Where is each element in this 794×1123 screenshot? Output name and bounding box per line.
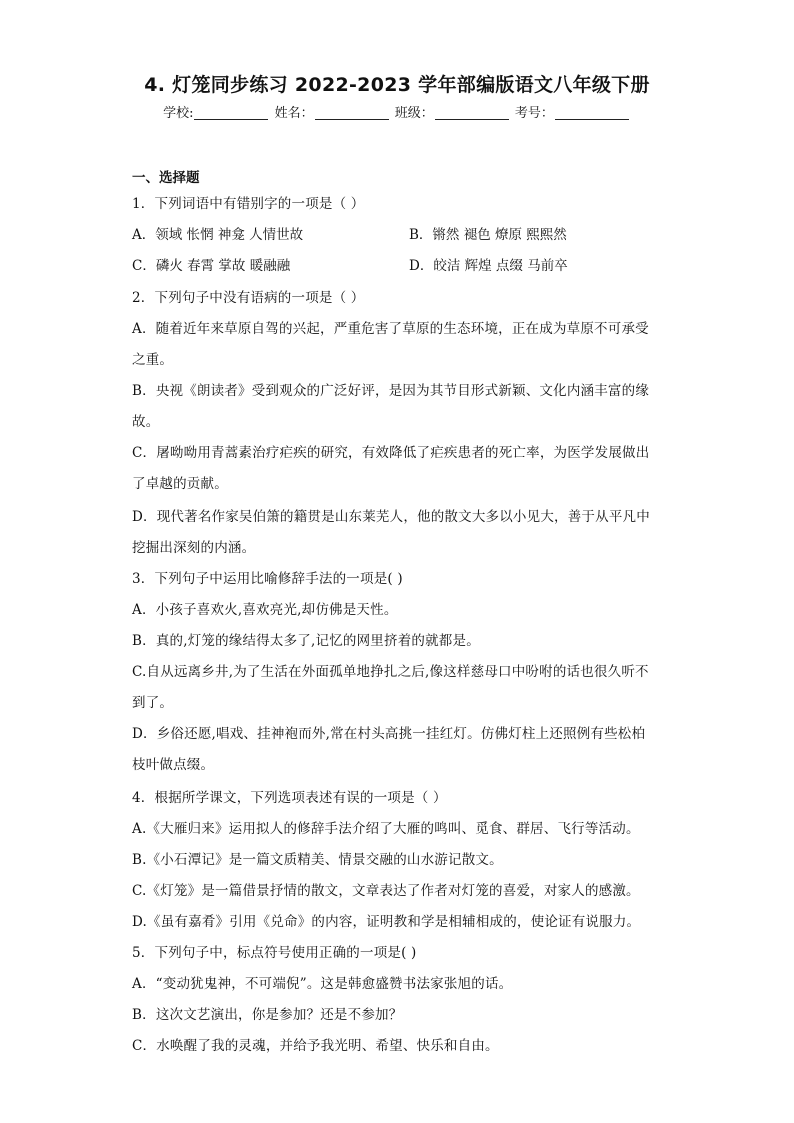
question-2-option-a-cont: 之重。 — [132, 352, 174, 368]
question-3-stem: 3．下列句子中运用比喻修辞手法的一项是( ) — [132, 571, 403, 587]
name-label: 姓名： — [274, 106, 314, 121]
question-1-option-c: C．磷火 春霄 掌故 暖融融 — [132, 258, 291, 274]
question-2-stem: 2．下列句子中没有语病的一项是（ ） — [132, 290, 365, 306]
school-blank[interactable] — [194, 106, 268, 120]
question-1-option-d: D．皎洁 辉煌 点缀 马前卒 — [409, 258, 568, 274]
question-3-option-d-cont: 枝叶做点缀。 — [132, 757, 215, 773]
exam-number-blank[interactable] — [555, 106, 629, 120]
question-5-option-b: B．这次文艺演出，你是参加？还是不参加？ — [132, 1007, 403, 1023]
question-5-option-c: C．水唤醒了我的灵魂，并给予我光明、希望、快乐和自由。 — [132, 1038, 499, 1054]
question-4-stem: 4．根据所学课文，下列选项表述有误的一项是（ ） — [132, 790, 447, 806]
question-1-option-b: B．锵然 褪色 燎原 熙熙然 — [409, 227, 567, 243]
question-2-option-a: A．随着近年来草原自驾的兴起，严重危害了草原的生态环境，正在成为草原不可承受 — [132, 321, 649, 337]
question-1-stem: 1．下列词语中有错别字的一项是（ ） — [132, 196, 365, 212]
question-2-option-c-cont: 了卓越的贡献。 — [132, 476, 228, 492]
question-2-option-d-cont: 挖掘出深刻的内涵。 — [132, 540, 256, 556]
question-2-option-b: B．央视《朗读者》受到观众的广泛好评，是因为其节目形式新颖、文化内涵丰富的缘 — [132, 383, 650, 399]
document-title: 4. 灯笼同步练习 2022-2023 学年部编版语文八年级下册 — [144, 74, 650, 96]
question-4-option-d: D.《虽有嘉肴》引用《兑命》的内容，证明教和学是相辅相成的，使论证有说服力。 — [132, 914, 641, 930]
question-4-option-a: A.《大雁归来》运用拟人的修辞手法介绍了大雁的鸣叫、觅食、群居、飞行等活动。 — [132, 821, 640, 837]
name-blank[interactable] — [315, 106, 389, 120]
question-2-option-c: C．屠呦呦用青蒿素治疗疟疾的研究，有效降低了疟疾患者的死亡率，为医学发展做出 — [132, 445, 650, 461]
student-info-line — [0, 102, 794, 121]
question-4-option-b: B.《小石潭记》是一篇文质精美、情景交融的山水游记散文。 — [132, 852, 503, 868]
question-3-option-c-cont: 到了。 — [132, 695, 174, 711]
question-3-option-d: D．乡俗还愿,唱戏、挂神袍而外,常在村头高挑一挂红灯。仿佛灯柱上还照例有些松柏 — [132, 726, 646, 742]
class-label: 班级： — [394, 106, 434, 121]
question-5-stem: 5．下列句子中，标点符号使用正确的一项是( ) — [132, 945, 417, 961]
question-5-option-a: A．“变动犹鬼神，不可端倪”。这是韩愈盛赞书法家张旭的话。 — [132, 976, 513, 992]
question-3-option-b: B．真的,灯笼的缘结得太多了,记忆的网里挤着的就都是。 — [132, 633, 480, 649]
question-3-option-a: A．小孩子喜欢火,喜欢亮光,却仿佛是天性。 — [132, 602, 398, 618]
question-3-option-c: C.自从远离乡井,为了生活在外面孤单地挣扎之后,像这样慈母口中吩咐的话也很久听不 — [132, 664, 649, 680]
section-heading: 一、选择题 — [132, 170, 200, 186]
question-2-option-d: D．现代著名作家吴伯箫的籍贯是山东莱芜人，他的散文大多以小见大，善于从平凡中 — [132, 509, 650, 525]
question-2-option-b-cont: 故。 — [132, 414, 160, 430]
question-1-option-a: A．领域 怅惘 神龛 人情世故 — [132, 227, 304, 243]
class-blank[interactable] — [435, 106, 509, 120]
school-label: 学校: — [163, 106, 194, 121]
question-4-option-c: C.《灯笼》是一篇借景抒情的散文，文章表达了作者对灯笼的喜爱，对家人的感激。 — [132, 883, 640, 899]
exam-number-label: 考号： — [514, 106, 554, 121]
